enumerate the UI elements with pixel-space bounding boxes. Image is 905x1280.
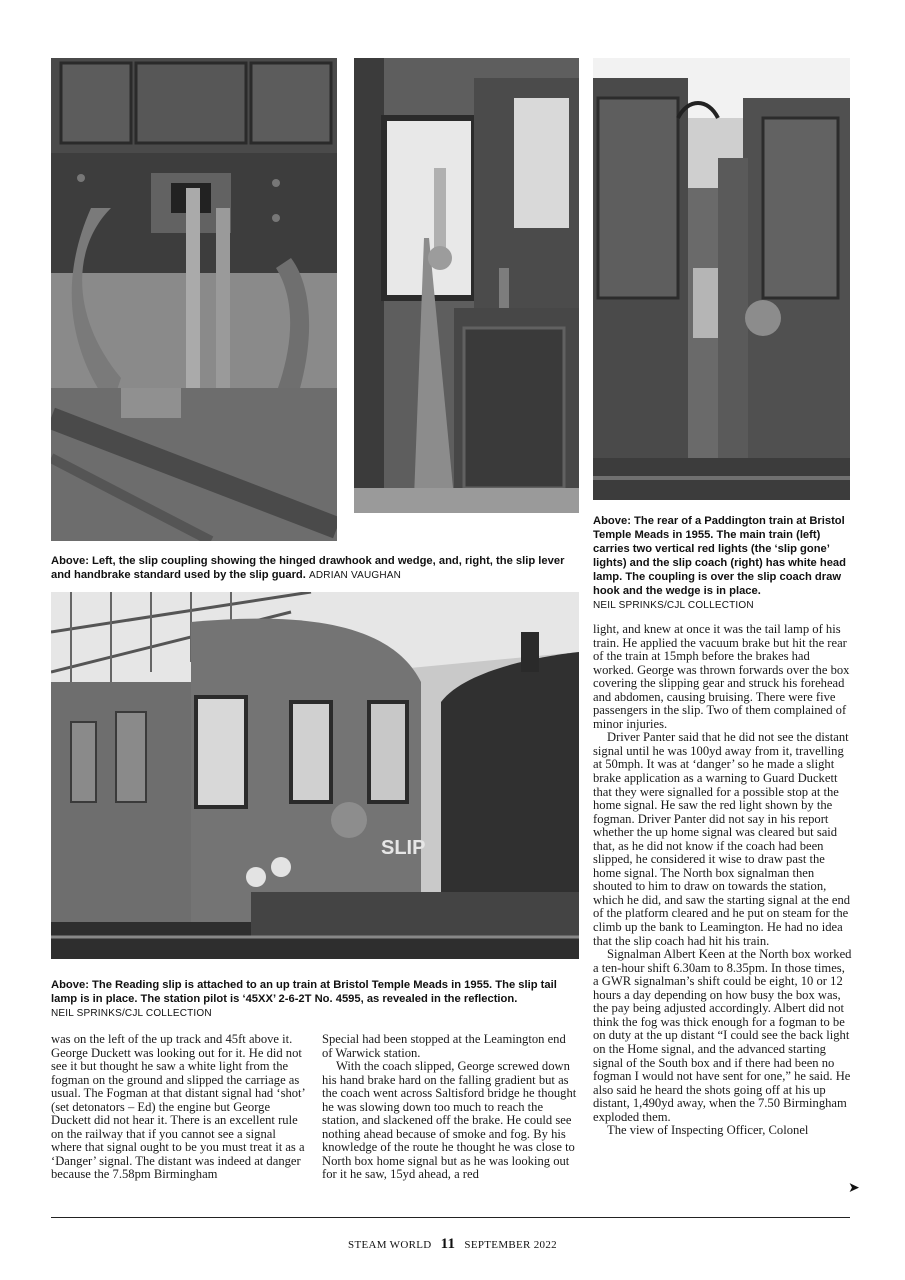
issue-date: SEPTEMBER 2022 (464, 1239, 557, 1251)
paragraph: Signalman Albert Keen at the North box worked a ten-hour shift 6.30am to 8.35pm. In those times, a GWR signalman’s shift could be eight, 10 or 12 hours a day depending on how busy the box was, the pay being adjusted accordingly. Albert did not think the fog was thick enough for a fogman to be on duty at the up distant “I could see the back light on the Home signal, and the advanced starting signal of the South box and if there had been no fogman I would not have sent for one,” he said. He also said he heard the shots going off at his up distant, 1,490yd away, when the 7.50 Birmingham exploded them. (593, 947, 852, 1124)
paragraph: Special had been stopped at the Leamington end of Warwick station. (322, 1032, 566, 1060)
publication-name: STEAM WORLD (348, 1239, 432, 1251)
article-column-right (593, 623, 852, 1138)
paragraph: With the coach slipped, George screwed down his hand brake hard on the falling gradient but as the coach went across Saltisford bridge he thought he was slowing down too much to reach the station, and slackened off the brake. He could see nothing ahead because of smoke and fog. By his knowledge of the route he thought he was close to North box home signal but as he was looking out for it he saw, 15yd ahead, a red (322, 1059, 577, 1182)
paragraph: was on the left of the up track and 45ft above it. George Duckett was looking out for it. He did not see it but thought he saw a white light from the fogman on the ground and slipped the carriage as usual. The Fogman at that distant signal had ‘shot’ (set detonators – Ed) the engine but George Duckett did not hear it. There is an excellent rule on the railway that if you cannot see a signal where that signal ought to be you must treat it as a ‘Danger’ signal. The distant was indeed at danger because the 7.58pm Birmingham (51, 1032, 305, 1182)
continue-arrow-icon: ➤ (848, 1180, 860, 1196)
paragraph: Driver Panter said that he did not see the distant signal until he was 100yd away from it, travelling at 50mph. It was at ‘danger’ so he made a slight brake application as a warning to Guard Duckett that they were signalled for a possible stop at the home signal. He saw the red light shown by the fogman. Driver Panter did not say in his report whether the up home signal was cleared but said that, as he did not know if the coach had been slipped, he considered it wise to draw past the home signal. The North box signalman then shouted to him to draw on towards the station, which he did, and saw the starting signal at the end of the platform cleared and he put on steam for the climb up the bank to Leamington. He had no idea that the slip coach had hit his train. (593, 730, 851, 948)
paragraph: The view of Inspecting Officer, Colonel (607, 1123, 809, 1138)
page-number: 11 (440, 1236, 456, 1252)
caption-credit: NEIL SPRINKS/CJL COLLECTION (51, 1008, 212, 1019)
photo-reading-slip-coach (51, 592, 579, 959)
caption-text: Above: The Reading slip is attached to an up train at Bristol Temple Meads in 1955. The slip tail lamp is in place. The station pilot is ‘45XX’ 2-6-2T No. 4595, as revealed in the reflection. (51, 979, 557, 1005)
paragraph: light, and knew at once it was the tail lamp of his train. He applied the vacuum brake but hit the rear of the train at 15mph before the brakes had worked. George was thrown forwards over the box covering the slipping gear and struck his forehead and abdomen, causing bruising. There were five passengers in the slip. Two of them complained of minor injuries. (593, 622, 850, 731)
photo-slip-lever (354, 58, 579, 513)
photo-paddington-train-rear (593, 58, 850, 500)
caption-paddington-train (593, 514, 851, 613)
page-footer (0, 1236, 905, 1253)
caption-slip-coupling (51, 554, 581, 583)
article-column-left (51, 1033, 307, 1182)
caption-credit: NEIL SPRINKS/CJL COLLECTION (593, 600, 754, 611)
caption-credit: ADRIAN VAUGHAN (309, 570, 402, 581)
photo-slip-label: SLIP (381, 837, 426, 859)
article-column-middle (322, 1033, 578, 1182)
caption-reading-slip (51, 978, 581, 1021)
footer-rule (51, 1217, 850, 1218)
caption-text: Above: Left, the slip coupling showing the hinged drawhook and wedge, and, right, the slip lever and handbrake standard used by the slip guard. (51, 555, 565, 581)
photo-slip-coupling (51, 58, 337, 541)
caption-text: Above: The rear of a Paddington train at Bristol Temple Meads in 1955. The main train (left) carries two vertical red lights (the ‘slip gone’ lights) and the slip coach (right) has white head lamp. The coupling is over the slip coach draw hook and the wedge is in place. (593, 515, 846, 597)
